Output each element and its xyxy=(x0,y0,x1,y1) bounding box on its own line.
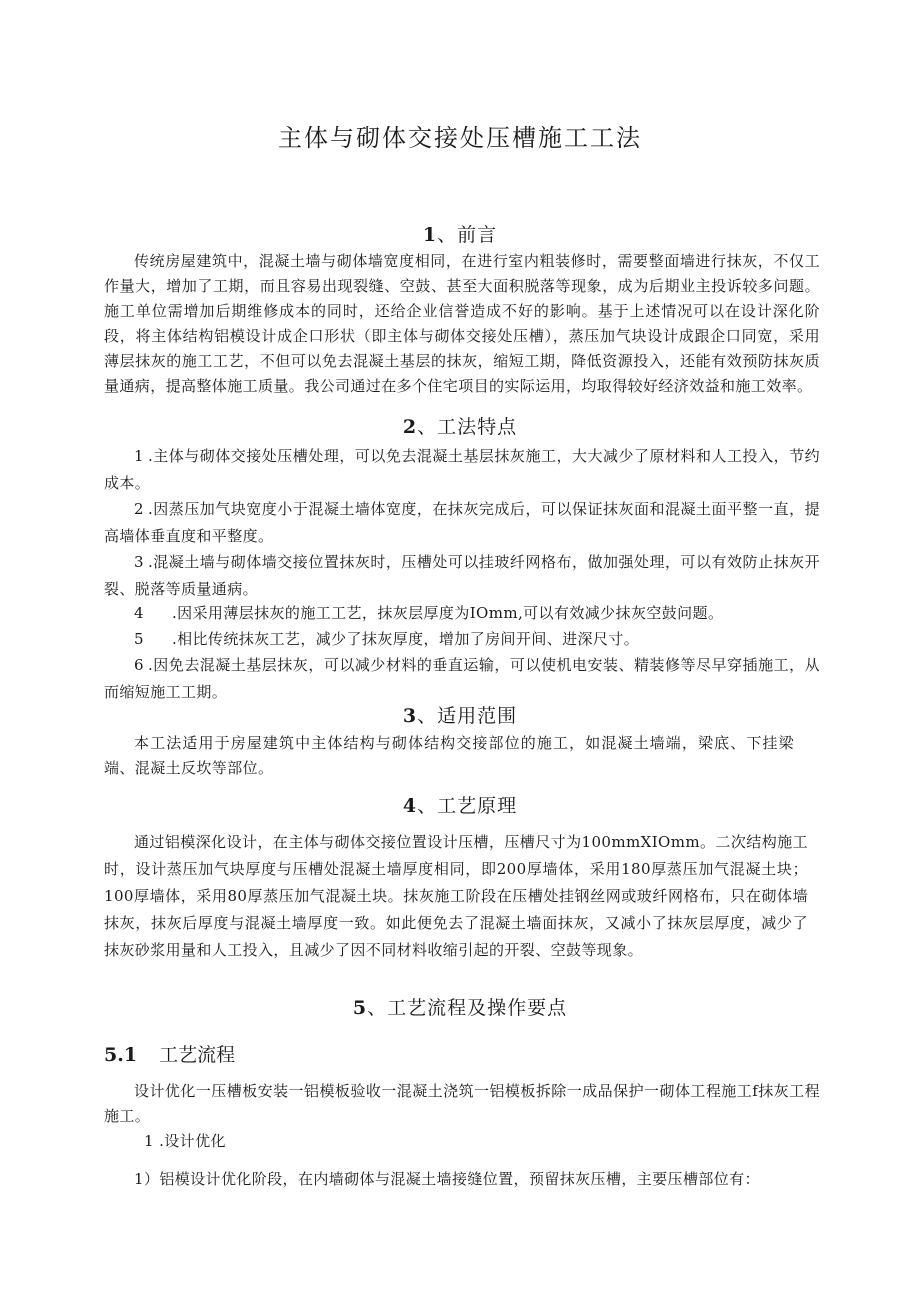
section-3-number: 3 xyxy=(402,705,418,727)
section-3-title: 、适用范围 xyxy=(417,705,518,727)
section-4-heading xyxy=(0,793,920,819)
section-1-body: 传统房屋建筑中，混凝土墙与砌体墙宽度相同，在进行室内粗装修时，需要整面墙进行抹灰，不仅工作量大，增加了工期，而且容易出现裂缝、空鼓、甚至大面积脱落等现象，成为后期业主投诉较多问题。施工单位需增加后期维修成本的同时，还给企业信誉造成不好的影响。基于上述情况可以在设计深化阶段，将主体结构铝模设计成企口形状（即主体与砌体交接处压槽），蒸压加气块设计成跟企口同宽，采用薄层抹灰的施工工艺，不但可以免去混凝土基层的抹灰，缩短工期，降低资源投入，还能有效预防抹灰质量通病，提高整体施工质量。我公司通过在多个住宅项目的实际运用，均取得较好经济效益和施工效率。 xyxy=(104,252,820,395)
section-3-heading xyxy=(0,703,920,729)
section-4-body: 通过铝模深化设计，在主体与砌体交接位置设计压槽，压槽尺寸为100mmXIOmm。二次结构施工时，设计蒸压加气块厚度与压槽处混凝土墙厚度相同，即200厚墙体，采用180厚蒸压加气混凝土块；100厚墙体，采用80厚蒸压加气混凝土块。抹灰施工阶段在压槽处挂钢丝网或玻纤网格布，只在砌体墙抹灰，抹灰后厚度与混凝土墙厚度一致。如此便免去了混凝土墙面抹灰，又减小了抹灰层厚度，减少了抹灰砂浆用量和人工投入，且减少了因不同材料收缩引起的开裂、空鼓等现象。 xyxy=(104,833,808,959)
subsection-5-1-number: 5.1 xyxy=(104,1044,138,1066)
feature-item-1 xyxy=(104,443,820,497)
feature-item-number: 4 xyxy=(134,604,144,622)
section-5-number: 5 xyxy=(352,997,368,1019)
feature-item-text: .相比传统抹灰工艺，减少了抹灰厚度，增加了房间开间、进深尺寸。 xyxy=(171,630,640,648)
step-1-detail: 1）铝模设计优化阶段，在内墙砌体与混凝土墙接缝位置，预留抹灰压槽，主要压槽部位有： xyxy=(134,1170,760,1188)
feature-item-5 xyxy=(104,626,820,653)
subsection-5-1-heading xyxy=(104,1042,235,1068)
feature-item-text: .主体与砌体交接处压槽处理，可以免去混凝土基层抹灰施工，大大减少了原材料和人工投入，节约成本。 xyxy=(104,447,820,492)
feature-item-number: 6 xyxy=(134,656,144,674)
section-3-body: 本工法适用于房屋建筑中主体结构与砌体结构交接部位的施工，如混凝土墙端，梁底、下挂梁端、混凝土反坎等部位。 xyxy=(104,734,794,777)
section-5-title: 、工艺流程及操作要点 xyxy=(367,997,568,1019)
section-2-number: 2 xyxy=(402,416,418,438)
section-4-number: 4 xyxy=(402,795,418,817)
section-1-title: 、前言 xyxy=(437,224,498,246)
feature-item-text: .混凝土墙与砌体墙交接位置抹灰时，压槽处可以挂玻纤网格布，做加强处理，可以有效防止抹灰开裂、脱落等质量通病。 xyxy=(104,553,820,598)
feature-item-number: 2 xyxy=(134,500,144,518)
feature-item-number: 3 xyxy=(134,553,144,571)
feature-item-text: .因采用薄层抹灰的施工工艺，抹灰层厚度为IOmm,可以有效减少抹灰空鼓问题。 xyxy=(171,604,724,622)
section-2-title: 、工法特点 xyxy=(417,416,518,438)
process-flow-text: 设计优化一压槽板安装一铝模板验收一混凝土浇筑一铝模板拆除一成品保护一砌体工程施工f抹灰工程施工。 xyxy=(104,1082,820,1125)
section-1-heading xyxy=(0,222,920,248)
feature-item-number: 1 xyxy=(134,447,144,465)
feature-item-2 xyxy=(104,496,820,550)
feature-item-text: .因免去混凝土基层抹灰，可以减少材料的垂直运输，可以使机电安装、精装修等尽早穿插施工，从而缩短施工工期。 xyxy=(104,656,820,701)
feature-item-6 xyxy=(104,652,820,706)
subsection-5-1-title: 工艺流程 xyxy=(159,1044,236,1066)
feature-item-text: .因蒸压加气块宽度小于混凝土墙体宽度，在抹灰完成后，可以保证抹灰面和混凝土面平整一直，提高墙体垂直度和平整度。 xyxy=(104,500,820,545)
document-title: 主体与砌体交接处压槽施工工法 xyxy=(278,124,642,152)
feature-item-3 xyxy=(104,549,820,603)
feature-item-4 xyxy=(104,600,820,627)
section-5-heading xyxy=(0,995,920,1021)
section-1-number: 1 xyxy=(422,224,438,246)
section-2-heading xyxy=(0,414,920,440)
feature-item-number: 5 xyxy=(134,630,144,648)
step-1-label: 1 .设计优化 xyxy=(144,1132,226,1150)
section-4-title: 、工艺原理 xyxy=(417,795,518,817)
